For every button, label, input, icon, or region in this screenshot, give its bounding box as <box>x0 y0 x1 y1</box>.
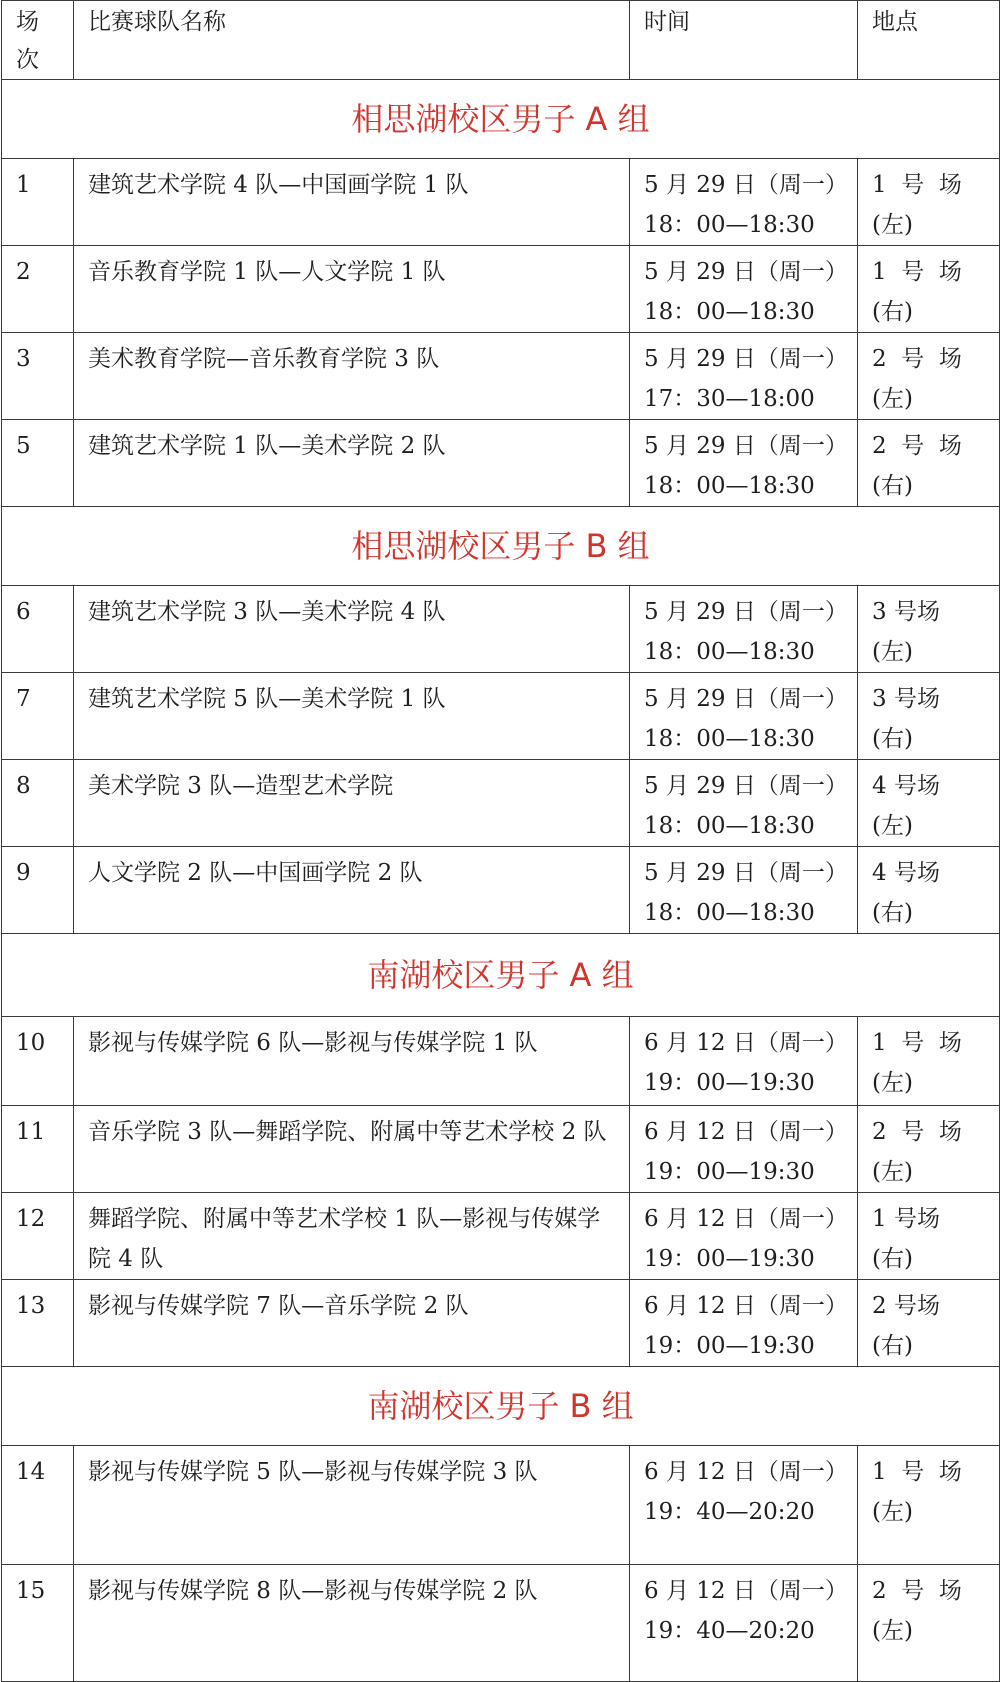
venue-side: (左) <box>872 212 913 238</box>
match-date: 6 月 12 日（周一） <box>644 1578 848 1604</box>
venue-side: (右) <box>872 299 913 325</box>
match-date: 5 月 29 日（周一） <box>644 346 848 372</box>
match-venue-cell <box>858 1106 1000 1193</box>
match-venue-cell <box>858 1017 1000 1106</box>
venue-side: (左) <box>872 813 913 839</box>
match-date: 6 月 12 日（周一） <box>644 1030 848 1056</box>
match-row <box>2 1280 1000 1367</box>
header-row <box>2 1 1000 80</box>
match-venue-cell <box>858 333 1000 420</box>
venue-side: (右) <box>872 1333 913 1359</box>
match-date: 5 月 29 日（周一） <box>644 172 848 198</box>
match-number: 10 <box>2 1017 74 1106</box>
match-time-cell <box>630 760 858 847</box>
venue-side: (左) <box>872 1499 913 1525</box>
match-row <box>2 847 1000 934</box>
match-number: 11 <box>2 1106 74 1193</box>
match-venue-cell <box>858 1565 1000 1682</box>
match-row <box>2 159 1000 246</box>
match-number: 3 <box>2 333 74 420</box>
match-row <box>2 673 1000 760</box>
match-row <box>2 1565 1000 1682</box>
venue-court: 1 号 场 <box>872 1030 962 1056</box>
group-title: 南湖校区男子 A 组 <box>2 934 1000 1017</box>
venue-court: 2 号 场 <box>872 346 962 372</box>
match-time-cell <box>630 1193 858 1280</box>
match-time: 18：00—18:30 <box>644 900 815 926</box>
match-time-cell <box>630 1106 858 1193</box>
header-time: 时间 <box>630 1 858 80</box>
match-teams: 舞蹈学院、附属中等艺术学校 1 队—影视与传媒学院 4 队 <box>74 1193 630 1280</box>
venue-court: 2 号 场 <box>872 433 962 459</box>
match-teams: 影视与传媒学院 5 队—影视与传媒学院 3 队 <box>74 1446 630 1565</box>
match-time: 17：30—18:00 <box>644 386 815 412</box>
match-row <box>2 1106 1000 1193</box>
match-teams: 建筑艺术学院 3 队—美术学院 4 队 <box>74 586 630 673</box>
match-date: 5 月 29 日（周一） <box>644 773 848 799</box>
match-teams: 美术教育学院—音乐教育学院 3 队 <box>74 333 630 420</box>
match-time-cell <box>630 1017 858 1106</box>
match-teams: 音乐教育学院 1 队—人文学院 1 队 <box>74 246 630 333</box>
match-venue-cell <box>858 1193 1000 1280</box>
header-venue: 地点 <box>858 1 1000 80</box>
match-teams: 影视与传媒学院 8 队—影视与传媒学院 2 队 <box>74 1565 630 1682</box>
match-date: 5 月 29 日（周一） <box>644 860 848 886</box>
match-time-cell <box>630 847 858 934</box>
venue-side: (左) <box>872 1070 913 1096</box>
match-time: 18：00—18:30 <box>644 639 815 665</box>
match-venue-cell <box>858 673 1000 760</box>
match-date: 6 月 12 日（周一） <box>644 1206 848 1232</box>
match-row <box>2 420 1000 507</box>
group-header-row <box>2 80 1000 159</box>
group-header-row <box>2 1367 1000 1446</box>
match-date: 6 月 12 日（周一） <box>644 1293 848 1319</box>
match-number: 8 <box>2 760 74 847</box>
match-number: 9 <box>2 847 74 934</box>
match-time-cell <box>630 673 858 760</box>
match-venue-cell <box>858 1280 1000 1367</box>
group-title: 相思湖校区男子 A 组 <box>2 80 1000 159</box>
match-teams: 建筑艺术学院 1 队—美术学院 2 队 <box>74 420 630 507</box>
match-time: 19：00—19:30 <box>644 1246 815 1272</box>
match-date: 5 月 29 日（周一） <box>644 259 848 285</box>
venue-court: 3 号场 <box>872 599 940 625</box>
venue-court: 2 号 场 <box>872 1578 962 1604</box>
venue-side: (右) <box>872 473 913 499</box>
match-teams: 人文学院 2 队—中国画学院 2 队 <box>74 847 630 934</box>
group-header-row <box>2 507 1000 586</box>
match-number: 12 <box>2 1193 74 1280</box>
match-time-cell <box>630 246 858 333</box>
match-venue-cell <box>858 246 1000 333</box>
match-time-cell <box>630 333 858 420</box>
match-time: 18：00—18:30 <box>644 813 815 839</box>
match-venue-cell <box>858 1446 1000 1565</box>
match-number: 1 <box>2 159 74 246</box>
venue-side: (左) <box>872 639 913 665</box>
match-time: 19：00—19:30 <box>644 1159 815 1185</box>
schedule-body <box>2 1 1000 1682</box>
match-time: 18：00—18:30 <box>644 473 815 499</box>
match-teams: 影视与传媒学院 7 队—音乐学院 2 队 <box>74 1280 630 1367</box>
match-number: 15 <box>2 1565 74 1682</box>
match-time: 19：40—20:20 <box>644 1499 815 1525</box>
group-header-row <box>2 934 1000 1017</box>
match-date: 6 月 12 日（周一） <box>644 1119 848 1145</box>
match-schedule-table <box>1 0 1000 1682</box>
match-time-cell <box>630 1446 858 1565</box>
match-number: 5 <box>2 420 74 507</box>
match-row <box>2 333 1000 420</box>
match-number: 6 <box>2 586 74 673</box>
venue-court: 2 号 场 <box>872 1119 962 1145</box>
venue-side: (左) <box>872 386 913 412</box>
venue-court: 4 号场 <box>872 860 940 886</box>
match-row <box>2 760 1000 847</box>
match-row <box>2 1017 1000 1106</box>
match-number: 2 <box>2 246 74 333</box>
venue-court: 3 号场 <box>872 686 940 712</box>
header-match-no: 场次 <box>2 1 74 80</box>
match-time-cell <box>630 586 858 673</box>
venue-court: 2 号场 <box>872 1293 940 1319</box>
match-row <box>2 1193 1000 1280</box>
match-date: 5 月 29 日（周一） <box>644 686 848 712</box>
match-venue-cell <box>858 760 1000 847</box>
match-row <box>2 586 1000 673</box>
match-row <box>2 246 1000 333</box>
match-date: 6 月 12 日（周一） <box>644 1459 848 1485</box>
match-time-cell <box>630 420 858 507</box>
match-date: 5 月 29 日（周一） <box>644 599 848 625</box>
match-time: 19：00—19:30 <box>644 1333 815 1359</box>
venue-side: (右) <box>872 1246 913 1272</box>
venue-side: (右) <box>872 726 913 752</box>
match-time-cell <box>630 159 858 246</box>
venue-side: (右) <box>872 900 913 926</box>
match-teams: 影视与传媒学院 6 队—影视与传媒学院 1 队 <box>74 1017 630 1106</box>
match-time-cell <box>630 1565 858 1682</box>
match-time: 18：00—18:30 <box>644 726 815 752</box>
match-number: 14 <box>2 1446 74 1565</box>
match-venue-cell <box>858 420 1000 507</box>
match-venue-cell <box>858 847 1000 934</box>
venue-court: 1 号场 <box>872 1206 940 1232</box>
group-title: 相思湖校区男子 B 组 <box>2 507 1000 586</box>
venue-side: (左) <box>872 1618 913 1644</box>
match-venue-cell <box>858 586 1000 673</box>
match-teams: 美术学院 3 队—造型艺术学院 <box>74 760 630 847</box>
match-teams: 音乐学院 3 队—舞蹈学院、附属中等艺术学校 2 队 <box>74 1106 630 1193</box>
match-row <box>2 1446 1000 1565</box>
venue-court: 1 号 场 <box>872 1459 962 1485</box>
match-venue-cell <box>858 159 1000 246</box>
venue-court: 1 号 场 <box>872 259 962 285</box>
group-title: 南湖校区男子 B 组 <box>2 1367 1000 1446</box>
match-time: 18：00—18:30 <box>644 212 815 238</box>
match-number: 7 <box>2 673 74 760</box>
venue-court: 4 号场 <box>872 773 940 799</box>
match-date: 5 月 29 日（周一） <box>644 433 848 459</box>
match-teams: 建筑艺术学院 4 队—中国画学院 1 队 <box>74 159 630 246</box>
match-time-cell <box>630 1280 858 1367</box>
venue-side: (左) <box>872 1159 913 1185</box>
venue-court: 1 号 场 <box>872 172 962 198</box>
match-time: 19：40—20:20 <box>644 1618 815 1644</box>
header-teams: 比赛球队名称 <box>74 1 630 80</box>
match-time: 18：00—18:30 <box>644 299 815 325</box>
match-time: 19：00—19:30 <box>644 1070 815 1096</box>
match-teams: 建筑艺术学院 5 队—美术学院 1 队 <box>74 673 630 760</box>
match-number: 13 <box>2 1280 74 1367</box>
